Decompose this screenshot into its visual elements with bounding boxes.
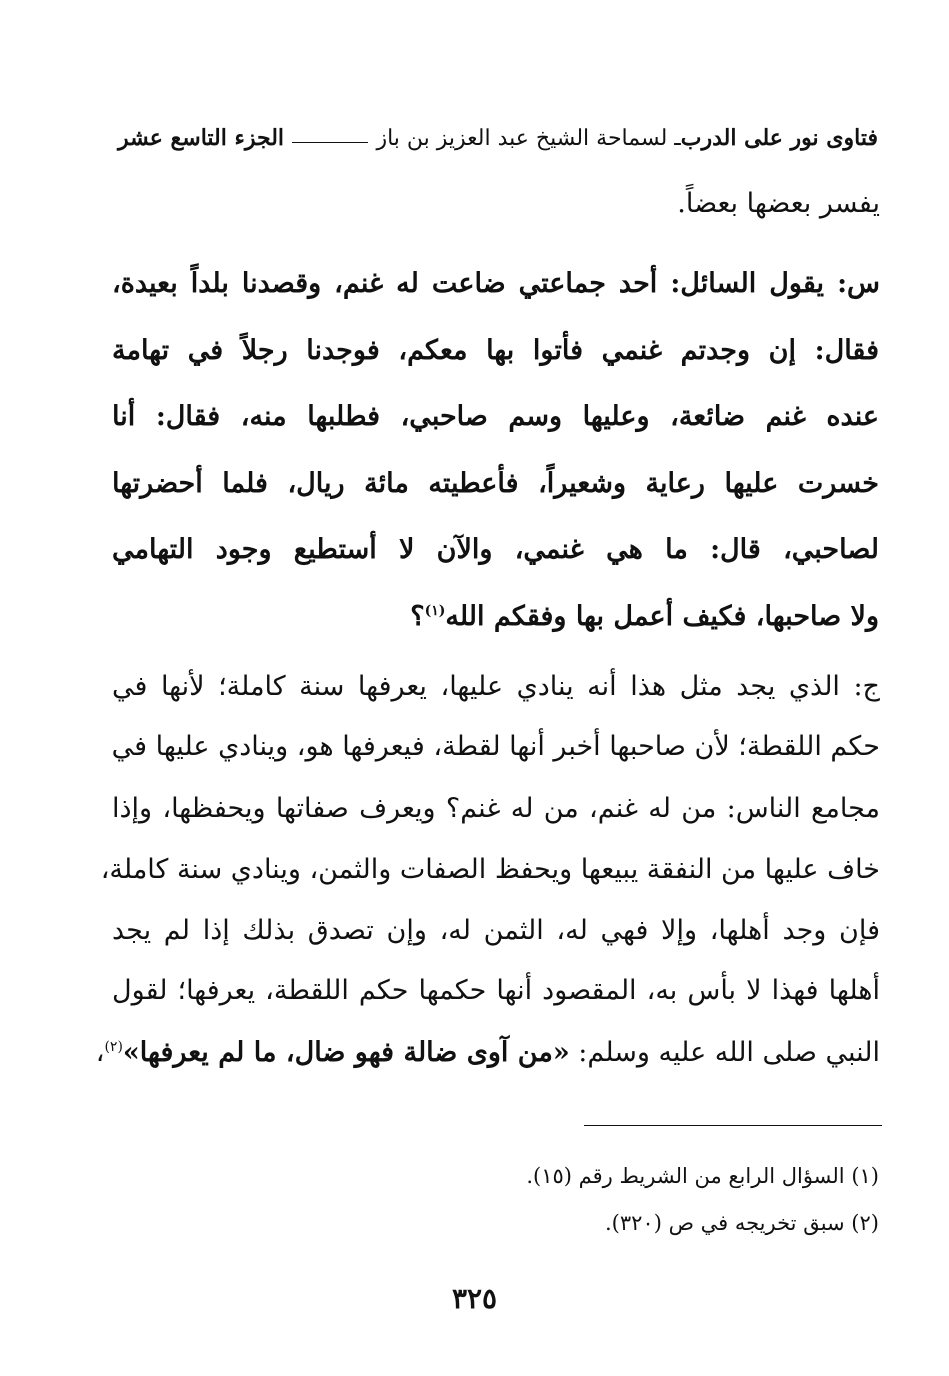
footnote-ref-1: (١) <box>424 603 446 619</box>
header-rule <box>292 142 368 143</box>
hadith-quote: «من آوى ضالة فهو ضال، ما لم يعرفها» <box>122 1037 570 1068</box>
answer-line-4: خاف عليها من النفقة يبيعها ويحفظ الصفات والثمن، وينادي سنة كاملة، <box>100 854 880 885</box>
footnote-1: (١) السؤال الرابع من الشريط رقم (١٥). <box>526 1164 879 1188</box>
question-text-6: ولا صاحبها، فكيف أعمل بها وفقكم الله <box>445 601 879 632</box>
continuation-line: يفسر بعضها بعضاً. <box>677 188 880 219</box>
answer-line-7 <box>95 1033 880 1073</box>
answer-text-7: النبي صلى الله عليه وسلم: <box>569 1037 880 1068</box>
question-line-2: فقال: إن وجدتم غنمي فأتوا بها معكم، فوجدنا رجلاً في تهامة <box>112 335 879 366</box>
question-line-5: لصاحبي، قال: ما هي غنمي، والآن لا أستطيع وجود التهامي <box>112 534 879 565</box>
footnote-ref-2: (٢) <box>104 1039 123 1055</box>
question-line-6 <box>112 597 879 637</box>
footnote-2: (٢) سبق تخريجه في ص (٣٢٠). <box>605 1211 879 1235</box>
question-end-mark: ؟ <box>410 601 425 632</box>
answer-line-5: فإن وجد أهلها، وإلا فهي له، الثمن له، وإن تصدق بذلك إذا لم يجد <box>112 915 880 946</box>
answer-line-3: مجامع الناس: من له غنم، من له غنم؟ ويعرف صفاتها ويحفظها، وإذا <box>112 793 880 824</box>
question-line-4: خسرت عليها رعاية وشعيراً، فأعطيته مائة ريال، فلما أحضرتها <box>112 468 879 499</box>
answer-line-1: ج: الذي يجد مثل هذا أنه ينادي عليها، يعرفها سنة كاملة؛ لأنها في <box>112 671 880 702</box>
answer-end-mark: ، <box>95 1037 105 1068</box>
question-line-1 <box>112 264 880 304</box>
answer-line-2: حكم اللقطة؛ لأن صاحبها أخبر أنها لقطة، فيعرفها هو، وينادي عليها في <box>111 731 880 762</box>
page-number: ٣٢٥ <box>451 1282 498 1315</box>
answer-line-6: أهلها فهذا لا بأس به، المقصود أنها حكمها حكم اللقطة، يعرفها؛ لقول <box>112 975 880 1006</box>
header-author: ـ لسماحة الشيخ عبد العزيز بن باز <box>376 125 681 151</box>
question-prefix: س: <box>837 268 880 299</box>
running-header <box>118 118 878 158</box>
question-text-1: يقول السائل: أحد جماعتي ضاعت له غنم، وقصدنا بلداً بعيدة، <box>112 268 825 299</box>
footnote-separator <box>584 1125 882 1126</box>
header-part: الجزء التاسع عشر <box>118 125 285 151</box>
header-book-title: فتاوى نور على الدرب <box>680 125 878 151</box>
question-line-3: عنده غنم ضائعة، وعليها وسم صاحبي، فطلبها منه، فقال: أنا <box>112 401 879 432</box>
